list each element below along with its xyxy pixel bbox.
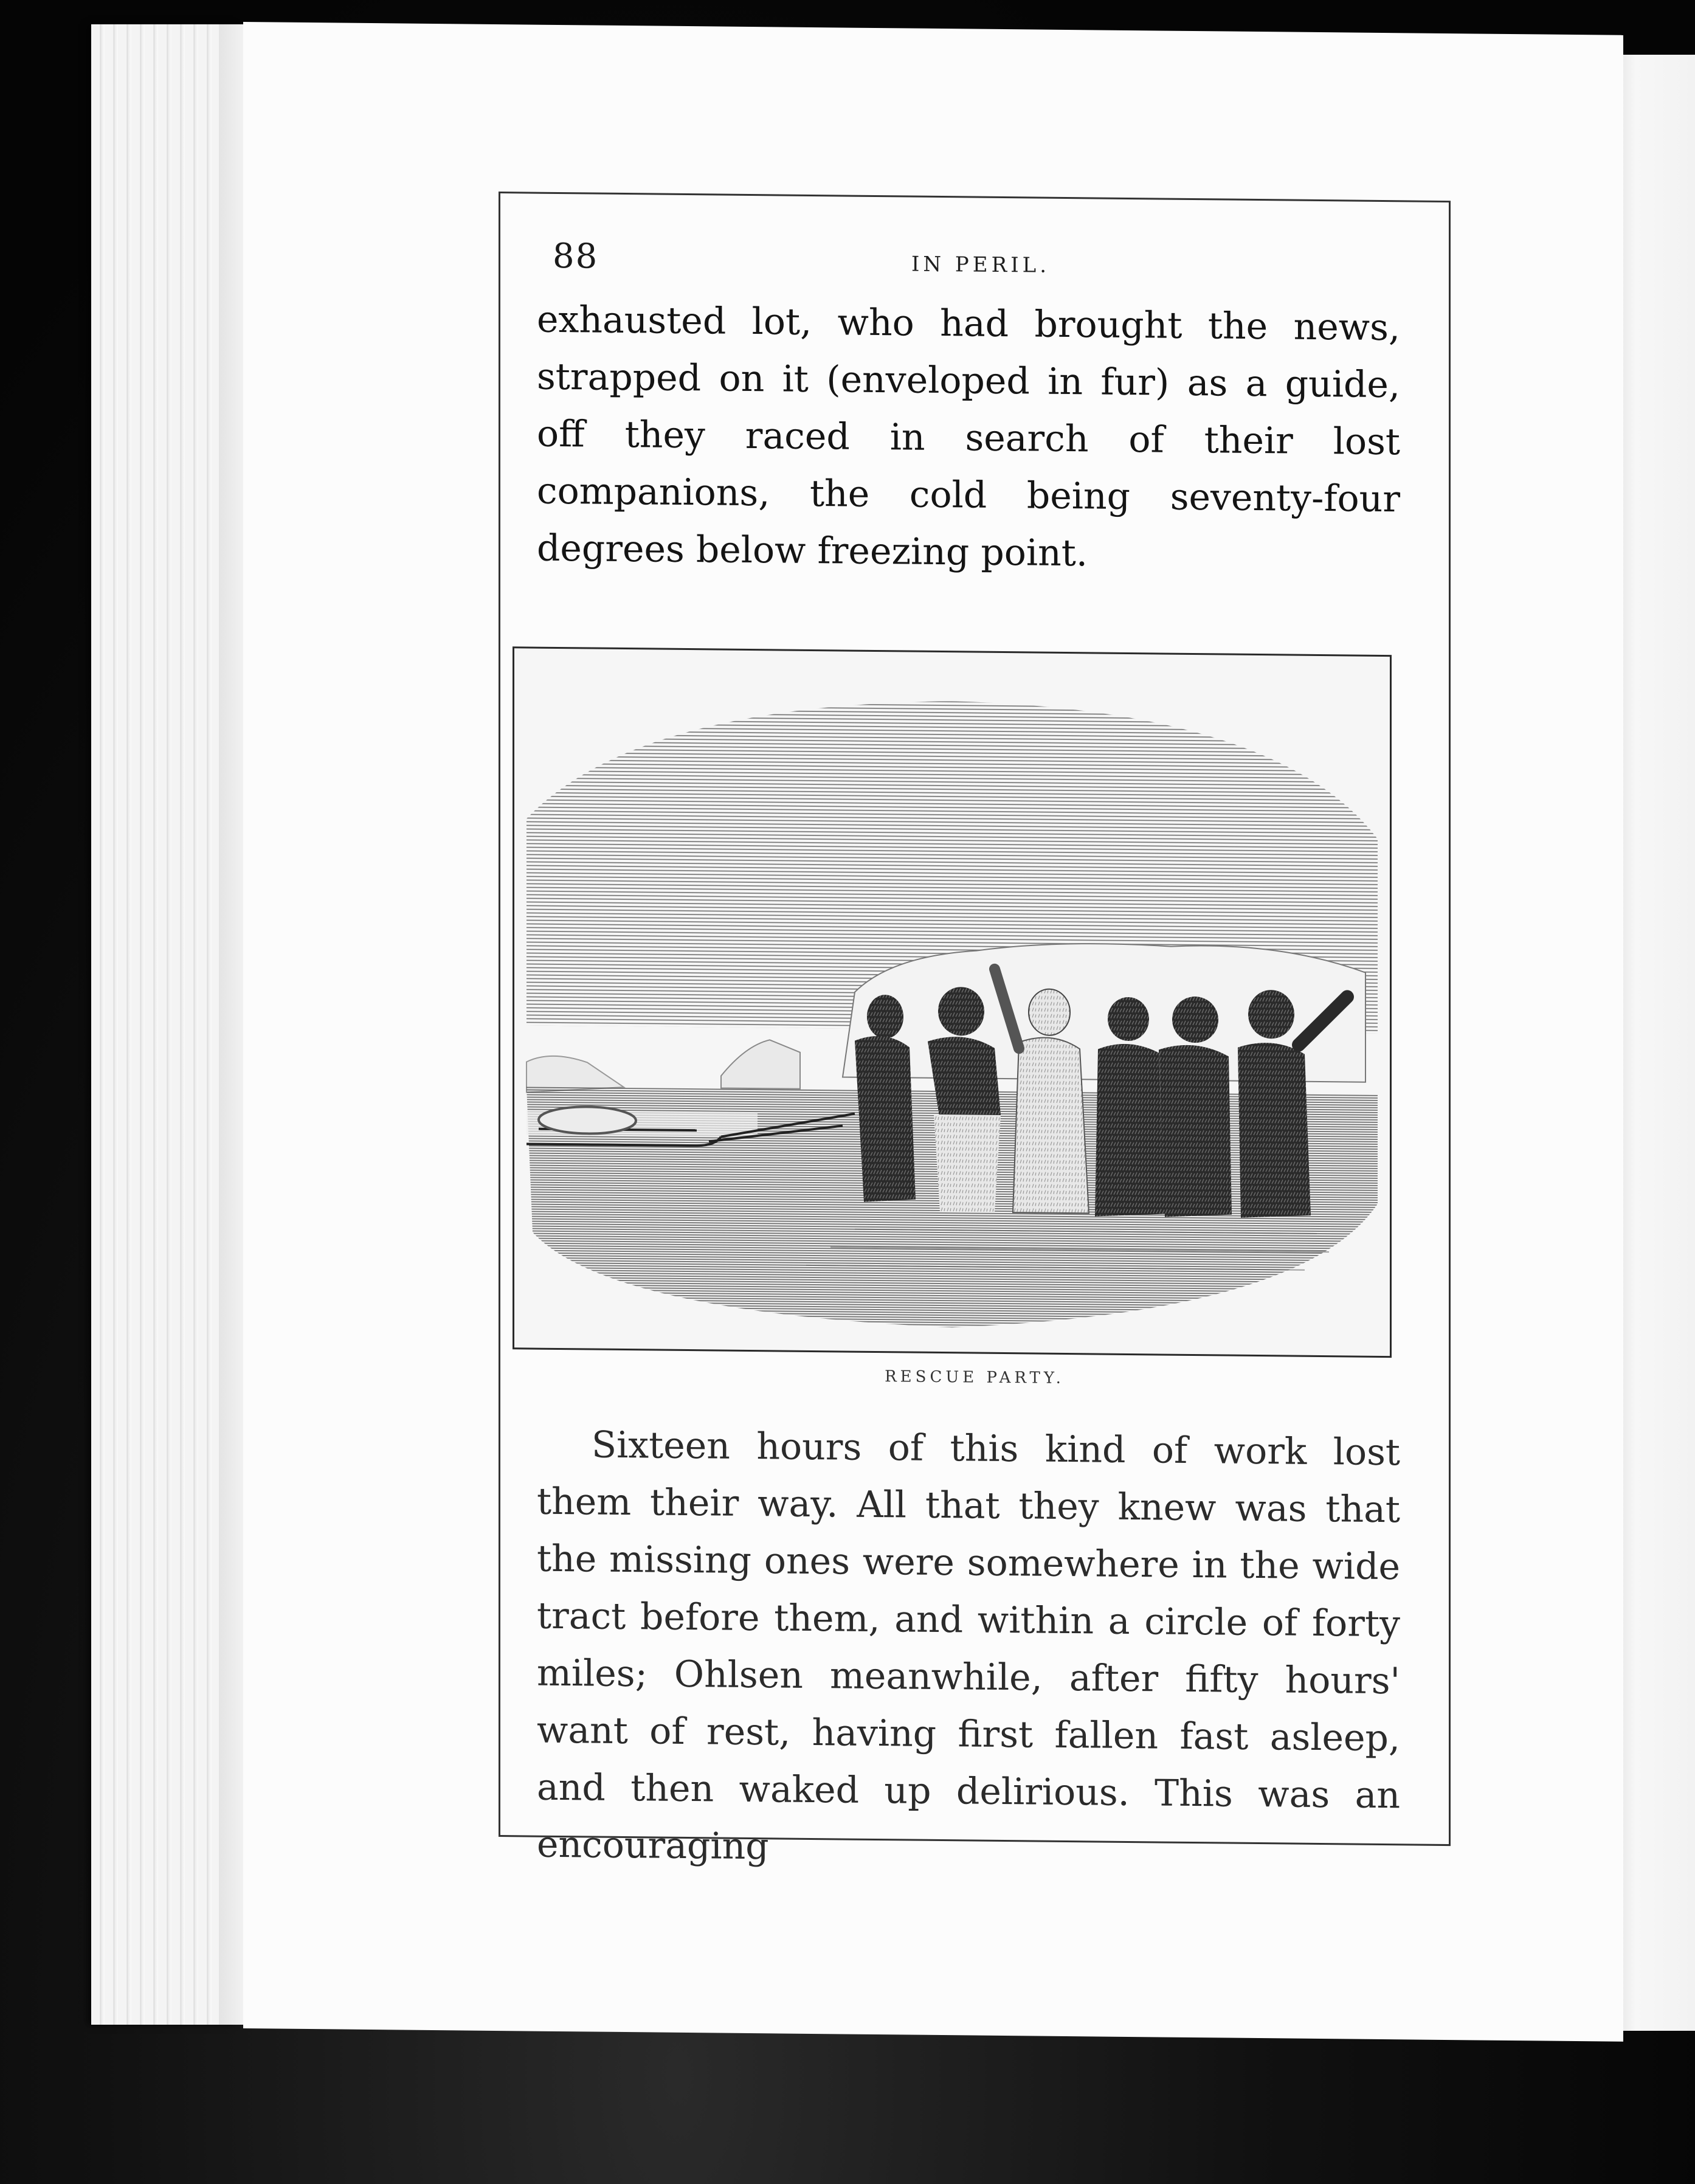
text-frame [499,192,1451,1868]
bottom-paragraph-block [537,1416,1400,1882]
book-page [243,22,1623,2042]
rescue-party-engraving [514,648,1390,1356]
illustration-caption: RESCUE PARTY. [885,1367,1065,1387]
page-number: 88 [553,236,599,277]
top-paragraph: exhausted lot, who had brought the news, strapped on it (enveloped in fur) as a guide, off they raced in search of their lost companions, the cold being seventy-four degrees below freezing point. [537,298,1400,575]
page-header [537,230,1424,294]
running-head: IN PERIL. [911,252,1051,278]
top-paragraph-block [537,291,1400,586]
facing-page-edge [1611,55,1695,2031]
book-page-edges [91,24,237,2025]
engraving-illustration [513,646,1392,1358]
bottom-paragraph: Sixteen hours of this kind of work lost them their way. All that they knew was that the missing ones were somewhere in the wide tract before them, and within a circle of forty miles; Ohlsen meanwhile, after fifty hours' want of rest, having first fallen fast asleep, and then waked up delirious. This was an encouraging [537,1423,1400,1868]
